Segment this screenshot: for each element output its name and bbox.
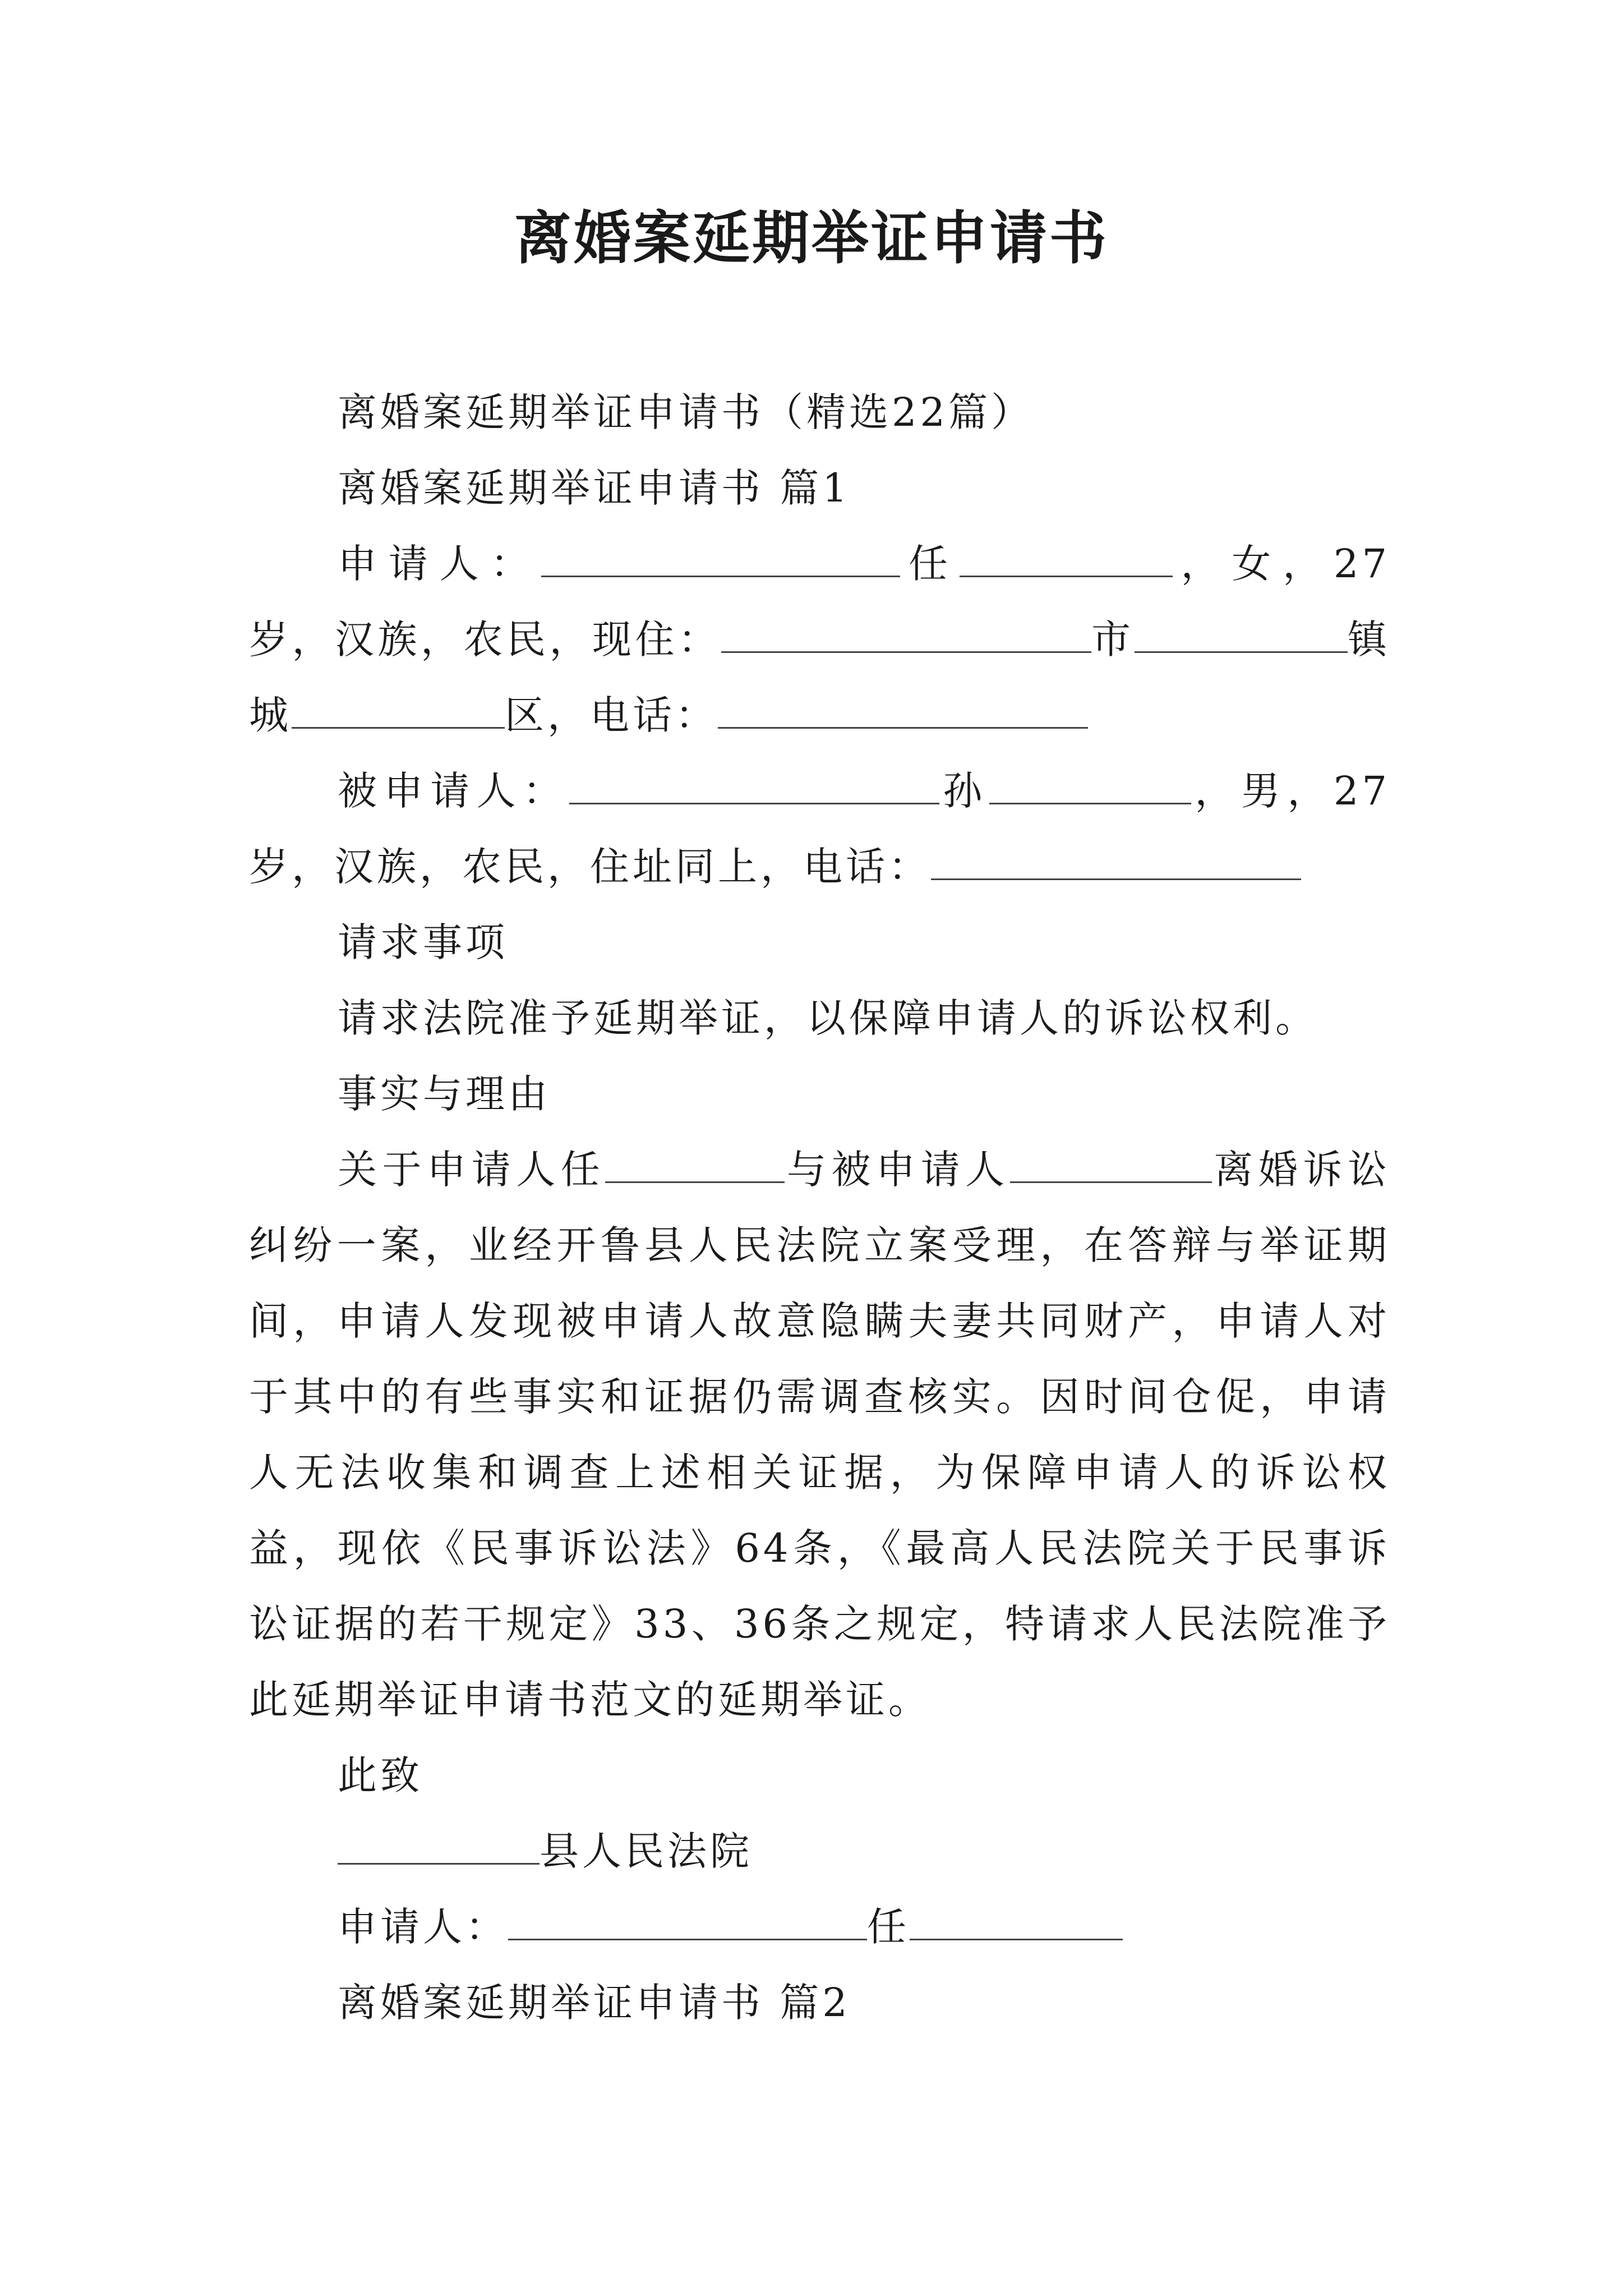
applicant-details: ，女，27岁，汉族，农民，现住： <box>249 541 1391 662</box>
section-heading-1: 离婚案延期举证申请书 篇1 <box>338 465 851 511</box>
respondent-paragraph <box>249 753 1390 905</box>
section-heading-2: 离婚案延期举证申请书 篇2 <box>338 1980 851 2026</box>
applicant-city: 市 <box>1091 616 1135 662</box>
signature-label: 申请人： <box>338 1904 508 1950</box>
request-text: 请求法院准予延期举证，以保障申请人的诉讼权利。 <box>338 995 1318 1041</box>
applicant-district: 区，电话： <box>505 692 718 738</box>
court-suffix: 县人民法院 <box>540 1828 753 1874</box>
respondent-label: 被申请人： <box>338 768 569 814</box>
blank-line <box>292 688 505 729</box>
respondent-details: ，男，27岁，汉族，农民，住址同上，电话： <box>249 768 1391 890</box>
respondent-name-prefix: 孙 <box>939 768 989 814</box>
blank-line <box>931 839 1301 880</box>
blank-line <box>718 688 1088 729</box>
blank-line <box>569 763 939 804</box>
blank-line <box>541 536 900 577</box>
blank-line <box>721 612 1091 653</box>
facts-part-2: 与被申请人 <box>785 1147 1010 1193</box>
facts-heading: 事实与理由 <box>338 1071 551 1117</box>
subtitle: 离婚案延期举证申请书（精选22篇） <box>338 389 1034 435</box>
court-line <box>249 1814 1390 1889</box>
applicant-paragraph <box>249 526 1390 753</box>
facts-paragraph <box>249 1132 1390 1738</box>
applicant-town: 镇城 <box>249 616 1390 738</box>
blank-line <box>338 1824 540 1865</box>
applicant-name-prefix: 任 <box>900 541 960 587</box>
facts-part-1: 关于申请人任 <box>338 1147 606 1193</box>
blank-line <box>960 536 1173 577</box>
blank-line <box>1010 1142 1212 1183</box>
blank-line <box>910 1899 1123 1940</box>
document-title: 离婚案延期举证申请书 <box>514 205 1109 272</box>
facts-part-3: 离婚诉讼纠纷一案，业经开鲁县人民法院立案受理，在答辩与举证期间，申请人发现被申请人故意隐瞒夫妻共同财产，申请人对于其中的有些事实和证据仍需调查核实。因时间仓促，申请人无法收集和调查上述相关证据，为保障申请人的诉讼权益，现依《民事诉讼法》64条，《最高人民法院关于民事诉讼证据的若干规定》33、36条之规定，特请求人民法院准予此延期举证申请书范文的延期举证。 <box>249 1147 1390 1723</box>
signature-name-prefix: 任 <box>867 1904 910 1950</box>
signature-line <box>249 1889 1390 1965</box>
blank-line <box>605 1142 785 1183</box>
blank-line <box>989 763 1191 804</box>
document-body <box>249 375 1390 2041</box>
blank-line <box>1135 612 1348 653</box>
request-heading: 请求事项 <box>338 919 508 965</box>
applicant-label: 申请人： <box>338 541 542 587</box>
blank-line <box>508 1899 867 1940</box>
closing: 此致 <box>338 1752 423 1798</box>
